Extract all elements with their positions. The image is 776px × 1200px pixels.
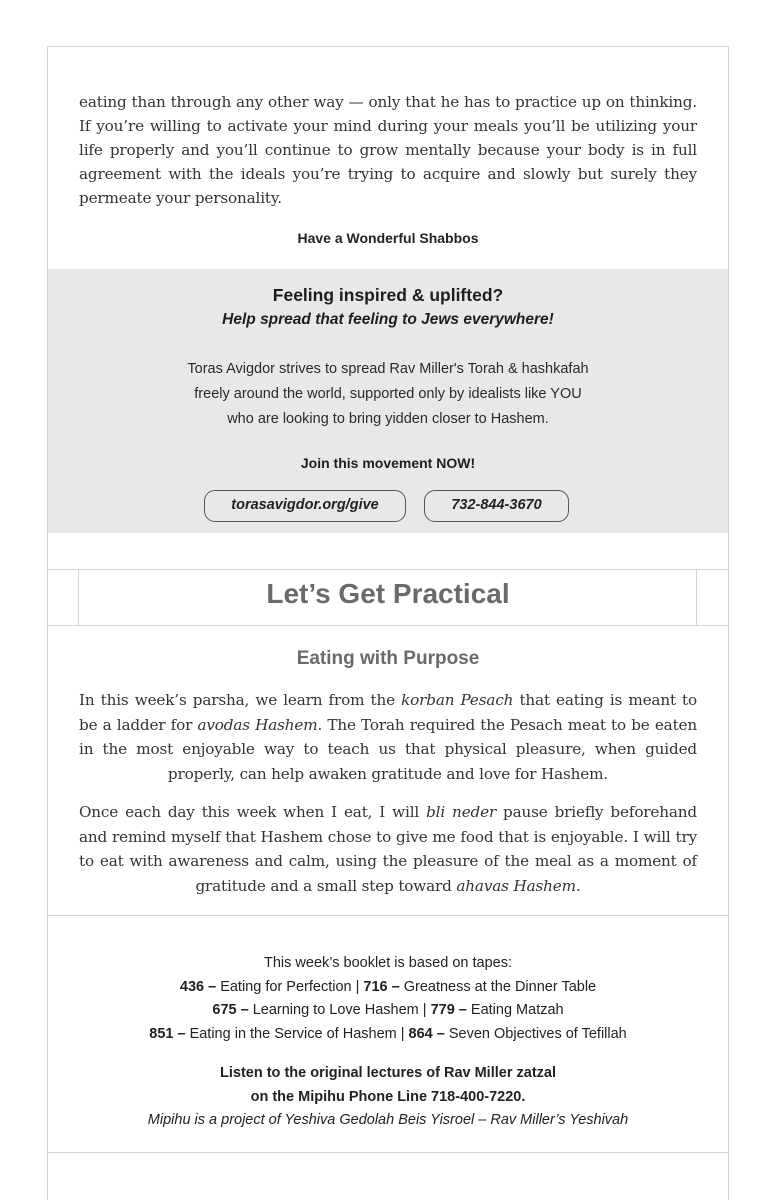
donate-website-link[interactable]: torasavigdor.org/give <box>204 490 406 522</box>
tapes-line: 436 – Eating for Perfection | 716 – Greatness at the Dinner Table <box>179 978 597 995</box>
phone-line-info: on the Mipihu Phone Line 718-400-7220. <box>250 1088 526 1105</box>
tapes-list <box>47 952 729 1046</box>
closing-greeting: Have a Wonderful Shabbos <box>297 230 479 246</box>
listen-info <box>47 1062 729 1133</box>
donation-line: who are looking to bring yidden closer to Hashem. <box>227 411 549 427</box>
divider <box>47 625 729 626</box>
donation-headline: Feeling inspired & uplifted? <box>272 285 504 305</box>
tapes-line: 851 – Eating in the Service of Hashem | 864 – Seven Objectives of Tefillah <box>149 1025 627 1042</box>
donation-cta: Join this movement NOW! <box>300 455 476 471</box>
section-title: Let’s Get Practical <box>266 578 510 609</box>
section-subtitle: Eating with Purpose <box>296 648 480 669</box>
donation-description <box>48 357 728 432</box>
practical-paragraph-1: In this week’s parsha, we learn from the korban Pesach that eating is meant to be a ladder for avodas Hashem. The Torah required the Pesach meat to be eaten in the most enjoyable way to teach us that physical pleasure, when guided properly, can help awaken gratitude and love for Hashem. <box>79 691 698 783</box>
listen-line: Listen to the original lectures of Rav Miller zatzal <box>220 1065 556 1081</box>
donate-phone-link[interactable]: 732-844-3670 <box>424 490 569 522</box>
tapes-line: 675 – Learning to Love Hashem | 779 – Eating Matzah <box>212 1002 564 1018</box>
practical-paragraph-2: Once each day this week when I eat, I will bli neder pause briefly beforehand and remind myself that Hashem chose to give me food that is enjoyable. I will try to eat with awareness and calm, using the pleasure of the meal as a moment of gratitude and a small step toward ahavas Hashem. <box>79 803 697 895</box>
mipihu-note: Mipihu is a project of Yeshiva Gedolah Beis Yisroel – Rav Miller’s Yeshivah <box>147 1112 629 1128</box>
divider <box>47 915 729 916</box>
donation-line: Toras Avigdor strives to spread Rav Miller's Torah & hashkafah <box>187 361 589 377</box>
divider <box>47 1152 729 1153</box>
donation-box <box>48 269 728 533</box>
tapes-heading: This week’s booklet is based on tapes: <box>264 955 512 971</box>
intro-paragraph: eating than through any other way — only that he has to practice up on thinking. If you’re willing to activate your mind during your meals you’ll be utilizing your life properly and you’ll continue to grow mentally because your body is in full agreement with the ideals you’re trying to acquire and slowly but surely they permeate your personality. <box>79 93 697 207</box>
donation-line: freely around the world, supported only by idealists like YOU <box>194 386 582 402</box>
donation-subheadline: Help spread that feeling to Jews everywhere! <box>222 311 554 328</box>
divider <box>47 569 729 570</box>
